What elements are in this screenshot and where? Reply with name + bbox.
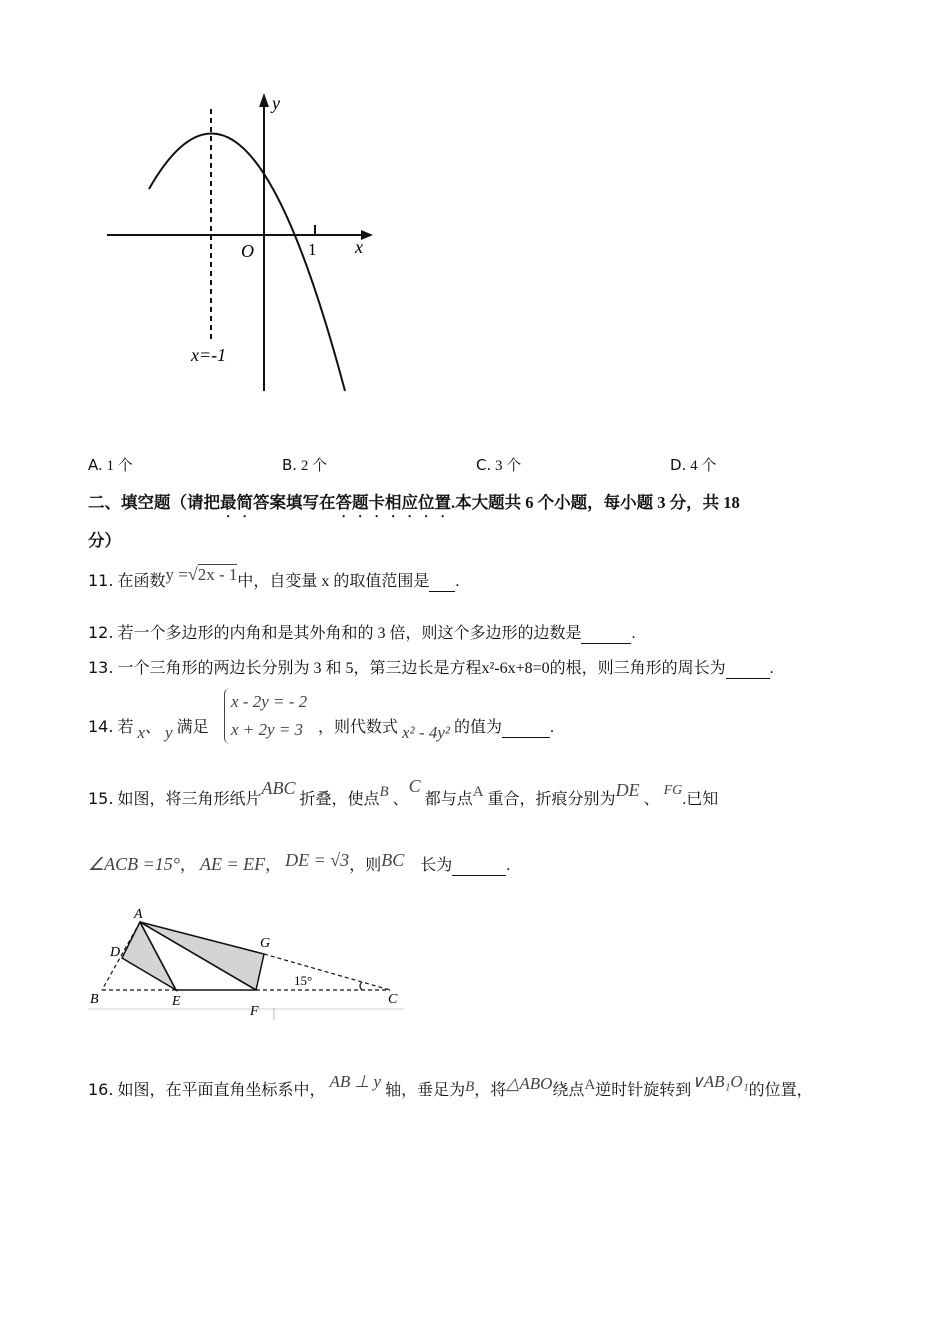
length-condition: AE = EF: [200, 854, 266, 874]
answer-blank[interactable]: [581, 625, 631, 644]
answer-blank[interactable]: [726, 660, 770, 679]
section-title-line2: 分）: [88, 531, 121, 550]
perpendicular-condition: AB ⊥ y: [329, 1072, 382, 1091]
question-12: 12. 若一个多边形的内角和是其外角和的 3 倍，则这个多边形的边数是 .: [88, 623, 636, 642]
angle-condition: ∠ACB =15°: [88, 854, 180, 874]
y-axis-arrow: [259, 93, 269, 107]
option-text: 4 个: [690, 458, 717, 474]
question-number: 11.: [88, 571, 114, 590]
parabola-graph: [95, 85, 385, 405]
option-letter: D.: [670, 456, 687, 474]
option-text: 2 个: [300, 458, 328, 474]
option-letter: B.: [282, 456, 298, 474]
emphasis-answer-card: 答题卡相应位置: [335, 493, 451, 512]
x-axis-label: x: [355, 237, 363, 257]
label-b: B: [90, 992, 99, 1007]
question-11: 11. 在函数y =√2x - 1中，自变量 x 的取值范围是 .: [88, 564, 460, 590]
expression: x² - 4y²: [402, 723, 450, 742]
question-number: 13.: [88, 658, 114, 677]
label-angle: 15°: [294, 973, 313, 988]
question-14-tail: ，则代数式 x² - 4y² 的值为 .: [318, 719, 554, 742]
equation: x²-6x+8=0: [481, 660, 550, 677]
label-d: D: [110, 945, 121, 960]
axis-line-label: x=-1: [191, 345, 227, 365]
emphasis-simplest: 最简: [220, 493, 253, 512]
label-e: E: [172, 994, 181, 1009]
option-letter: C.: [476, 456, 492, 474]
question-number: 16.: [88, 1080, 114, 1099]
parabola-curve: [149, 134, 345, 392]
tick-label-1: 1: [308, 240, 317, 259]
y-axis-label: y: [272, 93, 280, 113]
dashed-gc: [264, 954, 390, 990]
question-16: 16. 如图，在平面直角坐标系中， AB ⊥ y 轴，垂足为B，将△ABO绕点A逆时针旋转到∨AB₁O₁的位置，: [88, 1072, 813, 1099]
rotated-triangle: ∨AB₁O₁: [691, 1072, 749, 1091]
question-number: 15.: [88, 789, 114, 808]
question-number: 14.: [88, 717, 114, 736]
label-a: A: [134, 907, 143, 922]
option-c[interactable]: [476, 454, 521, 475]
option-b[interactable]: [282, 454, 327, 475]
origin-label: O: [241, 241, 254, 261]
option-text: 1 个: [106, 458, 133, 474]
function-expression: y =√2x - 1: [165, 564, 238, 584]
label-c: C: [388, 992, 398, 1007]
question-15: 15. 如图，将三角形纸片ABC 折叠，使点B 、C 都与点A 重合，折痕分别为DE 、 FG.已知: [88, 776, 719, 808]
option-text: 3 个: [495, 458, 522, 474]
question-number: 12.: [88, 623, 114, 642]
answer-blank[interactable]: [429, 573, 455, 592]
option-d[interactable]: [670, 454, 716, 475]
question-13: 13. 一个三角形的两边长分别为 3 和 5，第三边长是方程x²-6x+8=0的根，则三角形的周长为 .: [88, 658, 774, 677]
question-14: 14. 若 x、 y 满足: [88, 717, 209, 742]
answer-blank[interactable]: [452, 857, 506, 876]
angle-arc: [360, 982, 362, 990]
option-letter: A.: [88, 456, 103, 474]
equation-1: x - 2y = - 2: [231, 692, 308, 711]
equation-system: [224, 688, 307, 744]
section-title: 二、填空题（请把最简答案填写在答题卡相应位置.本大题共 6 个小题，每小题 3 分，共 18: [88, 493, 740, 512]
equation-2: x + 2y = 3: [231, 720, 304, 739]
triangle-fold-figure: [84, 902, 410, 1024]
question-15-line2: ∠ACB =15°， AE = EF， DE = √3，则BC 长为 .: [88, 850, 511, 874]
label-f: F: [250, 1004, 259, 1019]
option-a[interactable]: [88, 454, 133, 475]
answer-blank[interactable]: [502, 719, 550, 738]
de-condition: DE = √3: [285, 850, 350, 870]
label-g: G: [260, 936, 271, 951]
